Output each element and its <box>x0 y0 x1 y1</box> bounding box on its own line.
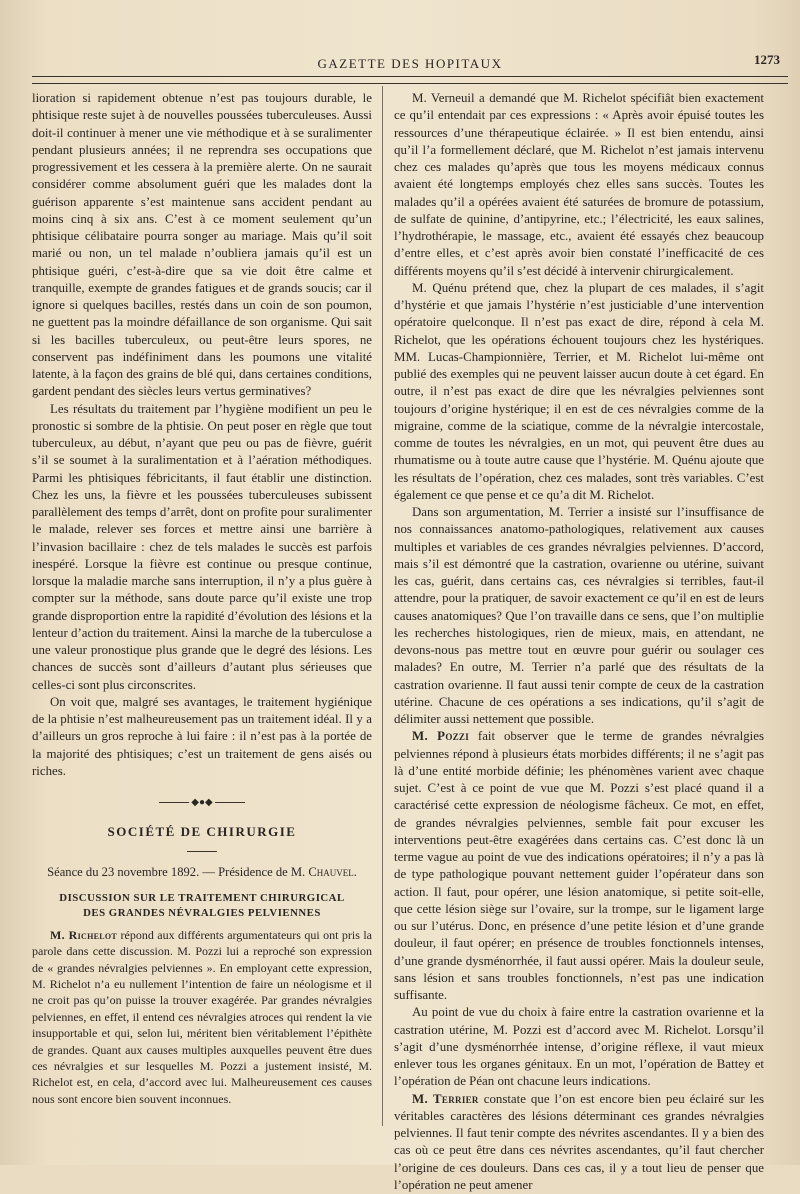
paragraph-text: fait observer que le terme de grandes névralgies pelviennes répond à plusieurs états morbides différents; il ne s’agit pas là d’une entité morbide définie; les phénomènes varient avec chaque sujet. C’est à ce point de vue que M. Pozzi s’est placé quand il a caractérisé cette expression de néologisme fâcheux. Ce mot, en effet, de grandes névralgies pelviennes, semble fait pour excuser les interventions peut-être exagérées dans certains cas. C’est donc là un terme vague au point de vue des indications opératoires; il n’y a pas là de type pathologique pouvant nettement guider l’opérateur dans son action. Il faut, pour opérer, une lésion anatomique, si petite soit-elle, que cette lésion siège sur l’ovaire, sur la trompe, sur le ligament large ou sur l’utérus. Donc, en présence d’une petite lésion et d’une grande douleur, il faut opérer; en présence de troubles fonctionnels intenses, d’une grande dysménorrhée, il faut aussi opérer. Mais la douleur seule, sans lésion et sans troubles fonctionnels, n’est pas une indication suffisante. <box>394 729 764 1002</box>
speaker-name: M. Pozzi <box>412 729 469 743</box>
discussion-title-line: DES GRANDES NÉVRALGIES PELVIENNES <box>32 906 372 921</box>
paragraph: M. Quénu prétend que, chez la plupart de ces malades, il s’agit d’hystérie et que jamais l’hystérie n’est justiciable d’une intervention opératoire quelconque. Il n’est pas exact de dire, répond à cela M. Richelot, que les opérations échouent toujours chez les hystériques. MM. Lucas-Championnière, Terrier, et M. Richelot lui-même ont publié des exemples qui ne peuvent laisser aucun doute à cet égard. En outre, il n’est pas exact de dire que les névralgies pelviennes sont toujours d’origine hystérique; il en est de ces névralgies comme de la migraine, comme de la sciatique, comme de la névralgie intercostale, comme de toutes les névralgies, en un mot, qui peuvent être dues au rhumatisme ou à toute autre cause que l’hystérie. M. Quénu ajoute que les résultats de l’opération, chez ces malades, sont très variables. C’est également ce que pense et ce qu’a dit M. Richelot. <box>394 280 764 504</box>
terrier-paragraph <box>394 1091 764 1194</box>
paragraph-text: répond aux différents argumentateurs qui ont pris la parole dans cette discussion. M. Pozzi lui a reproché son expression de « grandes névralgies pelviennes ». En employant cette expression, M. Richelot n’a eu nullement l’intention de faire un néologisme et il ne croit pas qu’on puisse la trouver exagérée. Par grandes névralgies pelviennes, en effet, il entend ces névralgies atroces qui rendent la vie insupportable et qui, selon lui, méritent bien véritablement l’épithète de grandes. Quant aux causes multiples auxquelles peuvent être dues ces névralgies et sur lesquelles M. Pozzi a justement insisté, M. Richelot est, en cela, d’accord avec lui. Malheureusement ces causes nous sont encore bien souvent inconnues. <box>32 928 372 1106</box>
seance-president: Chauvel. <box>308 865 357 879</box>
header-rule <box>32 76 788 84</box>
speaker-name: M. Richelot <box>50 928 117 942</box>
section-title: SOCIÉTÉ DE CHIRURGIE <box>32 823 372 840</box>
paragraph: On voit que, malgré ses avantages, le traitement hygiénique de la phtisie n’est malheureusement pas un traitement idéal. Il y a d’ailleurs un gros reproche à lui faire : il n’est pas à la portée de la majorité des phtisiques; c’est un traitement de gens aisés ou riches. <box>32 694 372 780</box>
discussion-title-line: DISCUSSION SUR LE TRAITEMENT CHIRURGICAL <box>32 891 372 906</box>
discussion-title <box>32 891 372 921</box>
richelot-paragraph <box>32 927 372 1107</box>
seance-line <box>32 864 372 881</box>
column-divider <box>382 86 383 1126</box>
speaker-name: M. Terrier <box>412 1092 479 1106</box>
paragraph: Au point de vue du choix à faire entre la castration ovarienne et la castration utérine, M. Pozzi est d’accord avec M. Richelot. Lorsqu’il s’agit d’une dysménorrhée intense, d’origine réflexe, il vaut mieux enlever tous les organes génitaux. En un mot, l’opération de Battey et l’opération de Péan ont chacune leurs indications. <box>394 1004 764 1090</box>
left-column <box>32 90 372 1107</box>
pozzi-paragraph <box>394 728 764 1004</box>
page-number: 1273 <box>754 52 780 68</box>
paragraph: lioration si rapidement obtenue n’est pas toujours durable, le phtisique reste sujet à de nouvelles poussées tuberculeuses. Aussi doit-il continuer à mener une vie méthodique et à se suralimenter pendant plusieurs années; il ne reprendra ses occupations que progressivement et les cessera à la première alerte. On ne saurait considérer comme absolument guéri que les malades dont la guérison apparente s’est maintenue sans accident pendant au moins cinq à six ans. C’est à ce moment seulement qu’un phtisique célibataire pourra songer au mariage. Mais qu’il soit marié ou non, un tel malade n’oubliera jamais qu’il est un phtisique guéri, c’est-à-dire que sa vie doit être calme et tranquille, exempte de grandes fatigues et de grands soucis; car il ignore si quelques bacilles, restés dans un coin de son poumon, ne guettent pas la moindre défaillance de son organisme. Qui sait si les bacilles tuberculeux, ou peut-être leurs spores, ne conservent pas indéfiniment dans les poumons une vitalité latente, à la façon des grains de blé qui, dans certaines conditions, gardent pendant des siècles leurs vertus germinatives? <box>32 90 372 401</box>
right-column <box>394 90 764 1194</box>
page-header <box>32 52 788 74</box>
short-rule <box>187 851 217 852</box>
paragraph: M. Verneuil a demandé que M. Richelot spécifiât bien exactement ce qu’il entendait par ces expressions : « Après avoir épuisé toutes les ressources d’une thérapeutique éclairée. » Il est bien entendu, ainsi qu’il l’a formellement déclaré, que M. Richelot n’est jamais intervenu chez ces malades qu’après que tous les moyens médicaux connus avaient été longtemps employés chez elles sans succès. Toutes les malades qu’il a opérées avaient été saturées de bromure de potassium, de sulfate de quinine, d’antipyrine, etc.; l’électricité, les eaux salines, l’hydrothérapie, le massage, etc., avaient été essayés chez beaucoup d’entre elles, et c’est après avoir bien constaté l’inefficacité de ces différents moyens qu’il s’est décidé à intervenir chirurgicalement. <box>394 90 764 280</box>
section-ornament: ◆●◆ <box>32 794 372 811</box>
running-title: GAZETTE DES HOPITAUX <box>32 56 788 72</box>
paragraph: Dans son argumentation, M. Terrier a insisté sur l’insuffisance de nos connaissances anatomo-pathologiques, relativement aux causes multiples et variables de ces grandes névralgies pelviennes. D’accord, mais s’il est démontré que la castration, ovarienne ou utérine, suivant les cas, guérit, dans certains cas, ces névralgies si terribles, faut-il attendre, pour la pratiquer, de savoir exactement ce qu’il en est de leurs causes anatomiques? Que l’on travaille dans ce sens, que l’on multiplie les recherches histologiques, rien de mieux, mais, en attendant, ne devons-nous pas mettre tout en œuvre pour guérir ou soulager ces malades? En outre, M. Terrier n’a parlé que des résultats de la castration ovarienne. Il faut aussi tenir compte de ceux de la castration utérine. Chacune de ces opérations a ses indications, qu’il s’agit de délimiter aussi nettement que possible. <box>394 504 764 728</box>
paragraph-text: constate que l’on est encore bien peu éclairé sur les véritables caractères des lésions déterminant ces grandes névralgies pelviennes. Il faut tenir compte des névrites ascendantes. Il y a bien des cas où ce peut être dans ces névrites ascendantes, qu’il faut chercher l’origine de ces douleurs. Dans ces cas, il y a tout lieu de penser que l’opération ne peut amener <box>394 1092 764 1192</box>
paragraph: Les résultats du traitement par l’hygiène modifient un peu le pronostic si sombre de la phtisie. On peut poser en règle que tout tuberculeux, au début, n’ayant que peu ou pas de fièvre, guérit s’il se soumet à la suralimentation et à l’aération méthodiques. Parmi les phtisiques fébricitants, il faut établir une distinction. Chez les uns, la fièvre et les poussées tuberculeuses subissent parallèlement des temps d’arrêt, dont on profite pour suralimenter le malade, relever ses forces et mettre ainsi une barrière à l’invasion bacillaire : chez de tels malades le succès est parfois inespéré. Lorsque la fièvre est continue ou presque continue, lorsque la maladie marche sans interruption, il n’y a plus guère à compter sur la méthode, sans doute parce qu’il existe une trop grande disproportion entre la rapidité d’évolution des lésions et la lenteur d’action du traitement. Ainsi la marche de la tuberculose a une valeur pronostique plus grande que le degré des lésions. Les chances de succès sont d’ailleurs d’autant plus sérieuses que celles-ci sont plus circonscrites. <box>32 401 372 694</box>
seance-prefix: Séance du 23 novembre 1892. — Présidence de M. <box>47 865 305 879</box>
